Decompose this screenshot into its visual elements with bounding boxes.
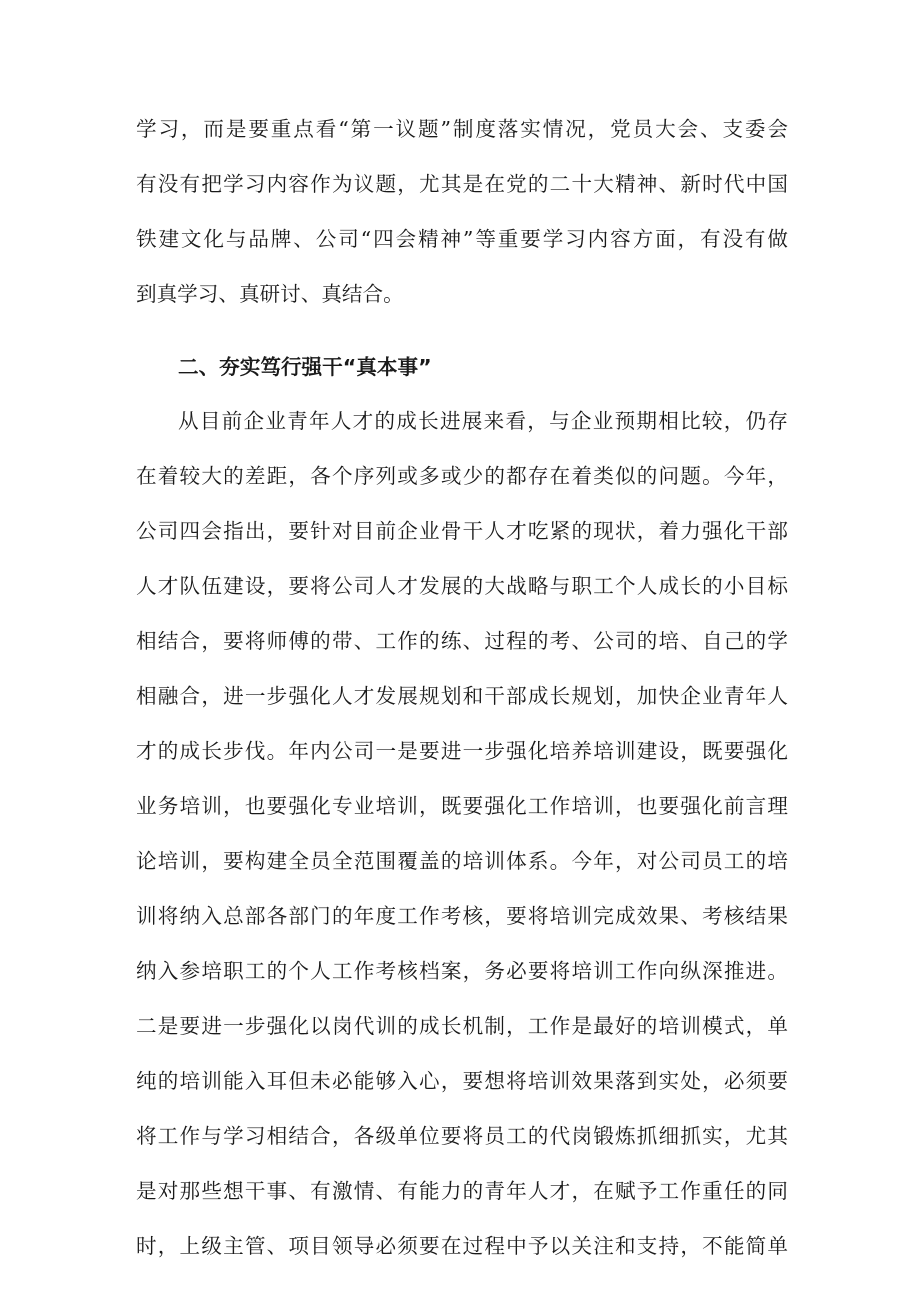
paragraph1-line-3: 铁建文化与品牌、公司“四会精神”等重要学习内容方面，有没有做	[136, 227, 788, 251]
paragraph2-line-2: 在着较大的差距，各个序列或多或少的都存在着类似的问题。今年，	[136, 464, 788, 488]
paragraph2-line-8: 业务培训，也要强化专业培训，既要强化工作培训，也要强化前言理	[136, 794, 788, 818]
paragraph2-line-10: 训将纳入总部各部门的年度工作考核，要将培训完成效果、考核结果	[136, 904, 788, 928]
paragraph2-line-16: 时，上级主管、项目领导必须要在过程中予以关注和支持，不能简单	[136, 1234, 788, 1258]
paragraph2-line-14: 将工作与学习相结合，各级单位要将员工的代岗锻炼抓细抓实，尤其	[136, 1124, 788, 1148]
paragraph2-line-6: 相融合，进一步强化人才发展规划和干部成长规划，加快企业青年人	[136, 684, 788, 708]
paragraph2-line-4: 人才队伍建设，要将公司人才发展的大战略与职工个人成长的小目标	[136, 574, 788, 598]
paragraph2-line-11: 纳入参培职工的个人工作考核档案，务必要将培训工作向纵深推进。	[136, 959, 788, 983]
paragraph2-line-13: 纯的培训能入耳但未必能够入心，要想将培训效果落到实处，必须要	[136, 1069, 788, 1093]
paragraph2-line-5: 相结合，要将师傅的带、工作的练、过程的考、公司的培、自己的学	[136, 629, 788, 653]
paragraph1-line-4: 到真学习、真研讨、真结合。	[136, 282, 404, 306]
section-heading: 二、夯实笃行强干“真本事”	[178, 355, 432, 379]
paragraph1-line-1: 学习，而是要重点看“第一议题”制度落实情况，党员大会、支委会	[136, 117, 788, 141]
paragraph2-line-3: 公司四会指出，要针对目前企业骨干人才吃紧的现状，着力强化干部	[136, 519, 788, 543]
paragraph2-line-1: 从目前企业青年人才的成长进展来看，与企业预期相比较，仍存	[178, 409, 788, 433]
paragraph1-line-2: 有没有把学习内容作为议题，尤其是在党的二十大精神、新时代中国	[136, 172, 788, 196]
paragraph2-line-15: 是对那些想干事、有激情、有能力的青年人才，在赋予工作重任的同	[136, 1179, 788, 1203]
paragraph2-line-9: 论培训，要构建全员全范围覆盖的培训体系。今年，对公司员工的培	[136, 849, 788, 873]
paragraph2-line-7: 才的成长步伐。年内公司一是要进一步强化培养培训建设，既要强化	[136, 739, 788, 763]
paragraph2-line-12: 二是要进一步强化以岗代训的成长机制，工作是最好的培训模式，单	[136, 1014, 788, 1038]
